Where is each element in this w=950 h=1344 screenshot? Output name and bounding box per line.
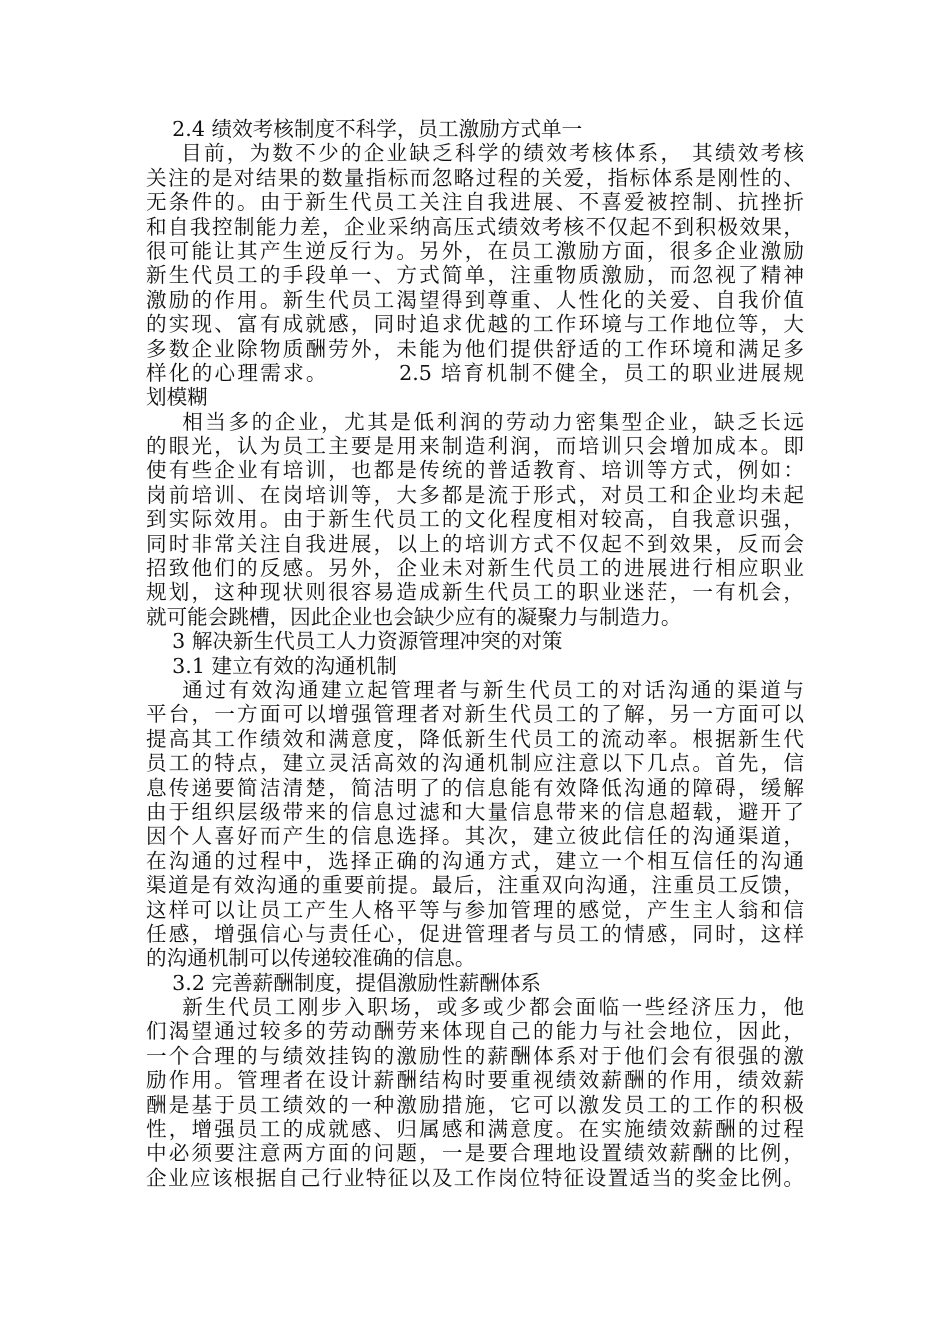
text-line: 励作用。管理者在设计薪酬结构时要重视绩效薪酬的作用，绩效薪: [146, 1068, 804, 1093]
text-line: 新生代员工的手段单一、方式简单，注重物质激励，而忽视了精神: [146, 263, 804, 288]
text-line: 多数企业除物质酬劳外，未能为他们提供舒适的工作环境和满足多: [146, 336, 804, 361]
text-line: 由于组织层级带来的信息过滤和大量信息带来的信息超载，避开了: [146, 799, 804, 824]
text-line: 酬是基于员工绩效的一种激励措施，它可以激发员工的工作的积极: [146, 1092, 804, 1117]
text-line: 划模糊: [146, 385, 208, 410]
text-line: 提高其工作绩效和满意度，降低新生代员工的流动率。根据新生代: [146, 726, 804, 751]
text-line: 和自我控制能力差，企业采纳高压式绩效考核不仅起不到积极效果，: [146, 214, 804, 239]
text-line: 任感，增强信心与责任心，促进管理者与员工的情感，同时，这样: [146, 921, 804, 946]
text-line: 样化的心理需求。 2.5 培育机制不健全，员工的职业进展规: [146, 360, 804, 385]
text-line: 们渴望通过较多的劳动酬劳来体现自己的能力与社会地位，因此，: [146, 1019, 804, 1044]
text-line: 到实际效用。由于新生代员工的文化程度相对较高，自我意识强，: [146, 507, 804, 532]
text-line: 息传递要简洁清楚，简洁明了的信息能有效降低沟通的障碍，缓解: [146, 775, 804, 800]
text-line: 岗前培训、在岗培训等，大多都是流于形式，对员工和企业均未起: [146, 482, 804, 507]
text-line: 关注的是对结果的数量指标而忽略过程的关爱，指标体系是刚性的、: [146, 165, 804, 190]
text-line: 使有些企业有培训，也都是传统的普适教育、培训等方式，例如：: [146, 458, 804, 483]
text-line: 同时非常关注自我进展，以上的培训方式不仅起不到效果，反而会: [146, 531, 804, 556]
text-line: 平台，一方面可以增强管理者对新生代员工的了解，另一方面可以: [146, 702, 804, 727]
text-line: 这样可以让员工产生人格平等与参加管理的感觉，产生主人翁和信: [146, 897, 804, 922]
text-line: 3.1 建立有效的沟通机制: [146, 653, 397, 678]
document-body: [146, 117, 804, 1190]
text-line: 规划，这种现状则很容易造成新生代员工的职业迷茫，一有机会，: [146, 580, 804, 605]
text-line: 新生代员工刚步入职场，或多或少都会面临一些经济压力，他: [146, 995, 804, 1020]
text-line: 3.2 完善薪酬制度，提倡激励性薪酬体系: [146, 970, 541, 995]
text-line: 企业应该根据自己行业特征以及工作岗位特征设置适当的奖金比例。: [146, 1165, 804, 1190]
text-line: 目前，为数不少的企业缺乏科学的绩效考核体系， 其绩效考核: [146, 141, 804, 166]
text-line: 渠道是有效沟通的重要前提。最后，注重双向沟通，注重员工反馈，: [146, 873, 804, 898]
text-line: 激励的作用。新生代员工渴望得到尊重、人性化的关爱、自我价值: [146, 287, 804, 312]
text-line: 性，增强员工的成就感、归属感和满意度。在实施绩效薪酬的过程: [146, 1117, 804, 1142]
text-line: 3 解决新生代员工人力资源管理冲突的对策: [146, 629, 563, 654]
text-line: 很可能让其产生逆反行为。另外，在员工激励方面，很多企业激励: [146, 238, 804, 263]
text-line: 通过有效沟通建立起管理者与新生代员工的对话沟通的渠道与: [146, 677, 804, 702]
text-line: 的眼光，认为员工主要是用来制造利润，而培训只会增加成本。即: [146, 434, 804, 459]
text-line: 的沟通机制可以传递较准确的信息。: [146, 946, 476, 971]
text-line: 无条件的。由于新生代员工关注自我进展、不喜爱被控制、抗挫折: [146, 190, 804, 215]
text-line: 在沟通的过程中，选择正确的沟通方式，建立一个相互信任的沟通: [146, 848, 804, 873]
text-line: 的实现、富有成就感，同时追求优越的工作环境与工作地位等，大: [146, 312, 804, 337]
text-line: 招致他们的反感。另外，企业未对新生代员工的进展进行相应职业: [146, 556, 804, 581]
text-line: 员工的特点，建立灵活高效的沟通机制应注意以下几点。首先，信: [146, 751, 804, 776]
text-line: 因个人喜好而产生的信息选择。其次，建立彼此信任的沟通渠道，: [146, 824, 804, 849]
text-line: 一个合理的与绩效挂钩的激励性的薪酬体系对于他们会有很强的激: [146, 1043, 804, 1068]
text-line: 中必须要注意两方面的问题，一是要合理地设置绩效薪酬的比例，: [146, 1141, 804, 1166]
text-line: 2.4 绩效考核制度不科学，员工激励方式单一: [146, 117, 583, 141]
text-line: 就可能会跳槽，因此企业也会缺少应有的凝聚力与制造力。: [146, 604, 682, 629]
text-line: 相当多的企业，尤其是低利润的劳动力密集型企业，缺乏长远: [146, 409, 804, 434]
